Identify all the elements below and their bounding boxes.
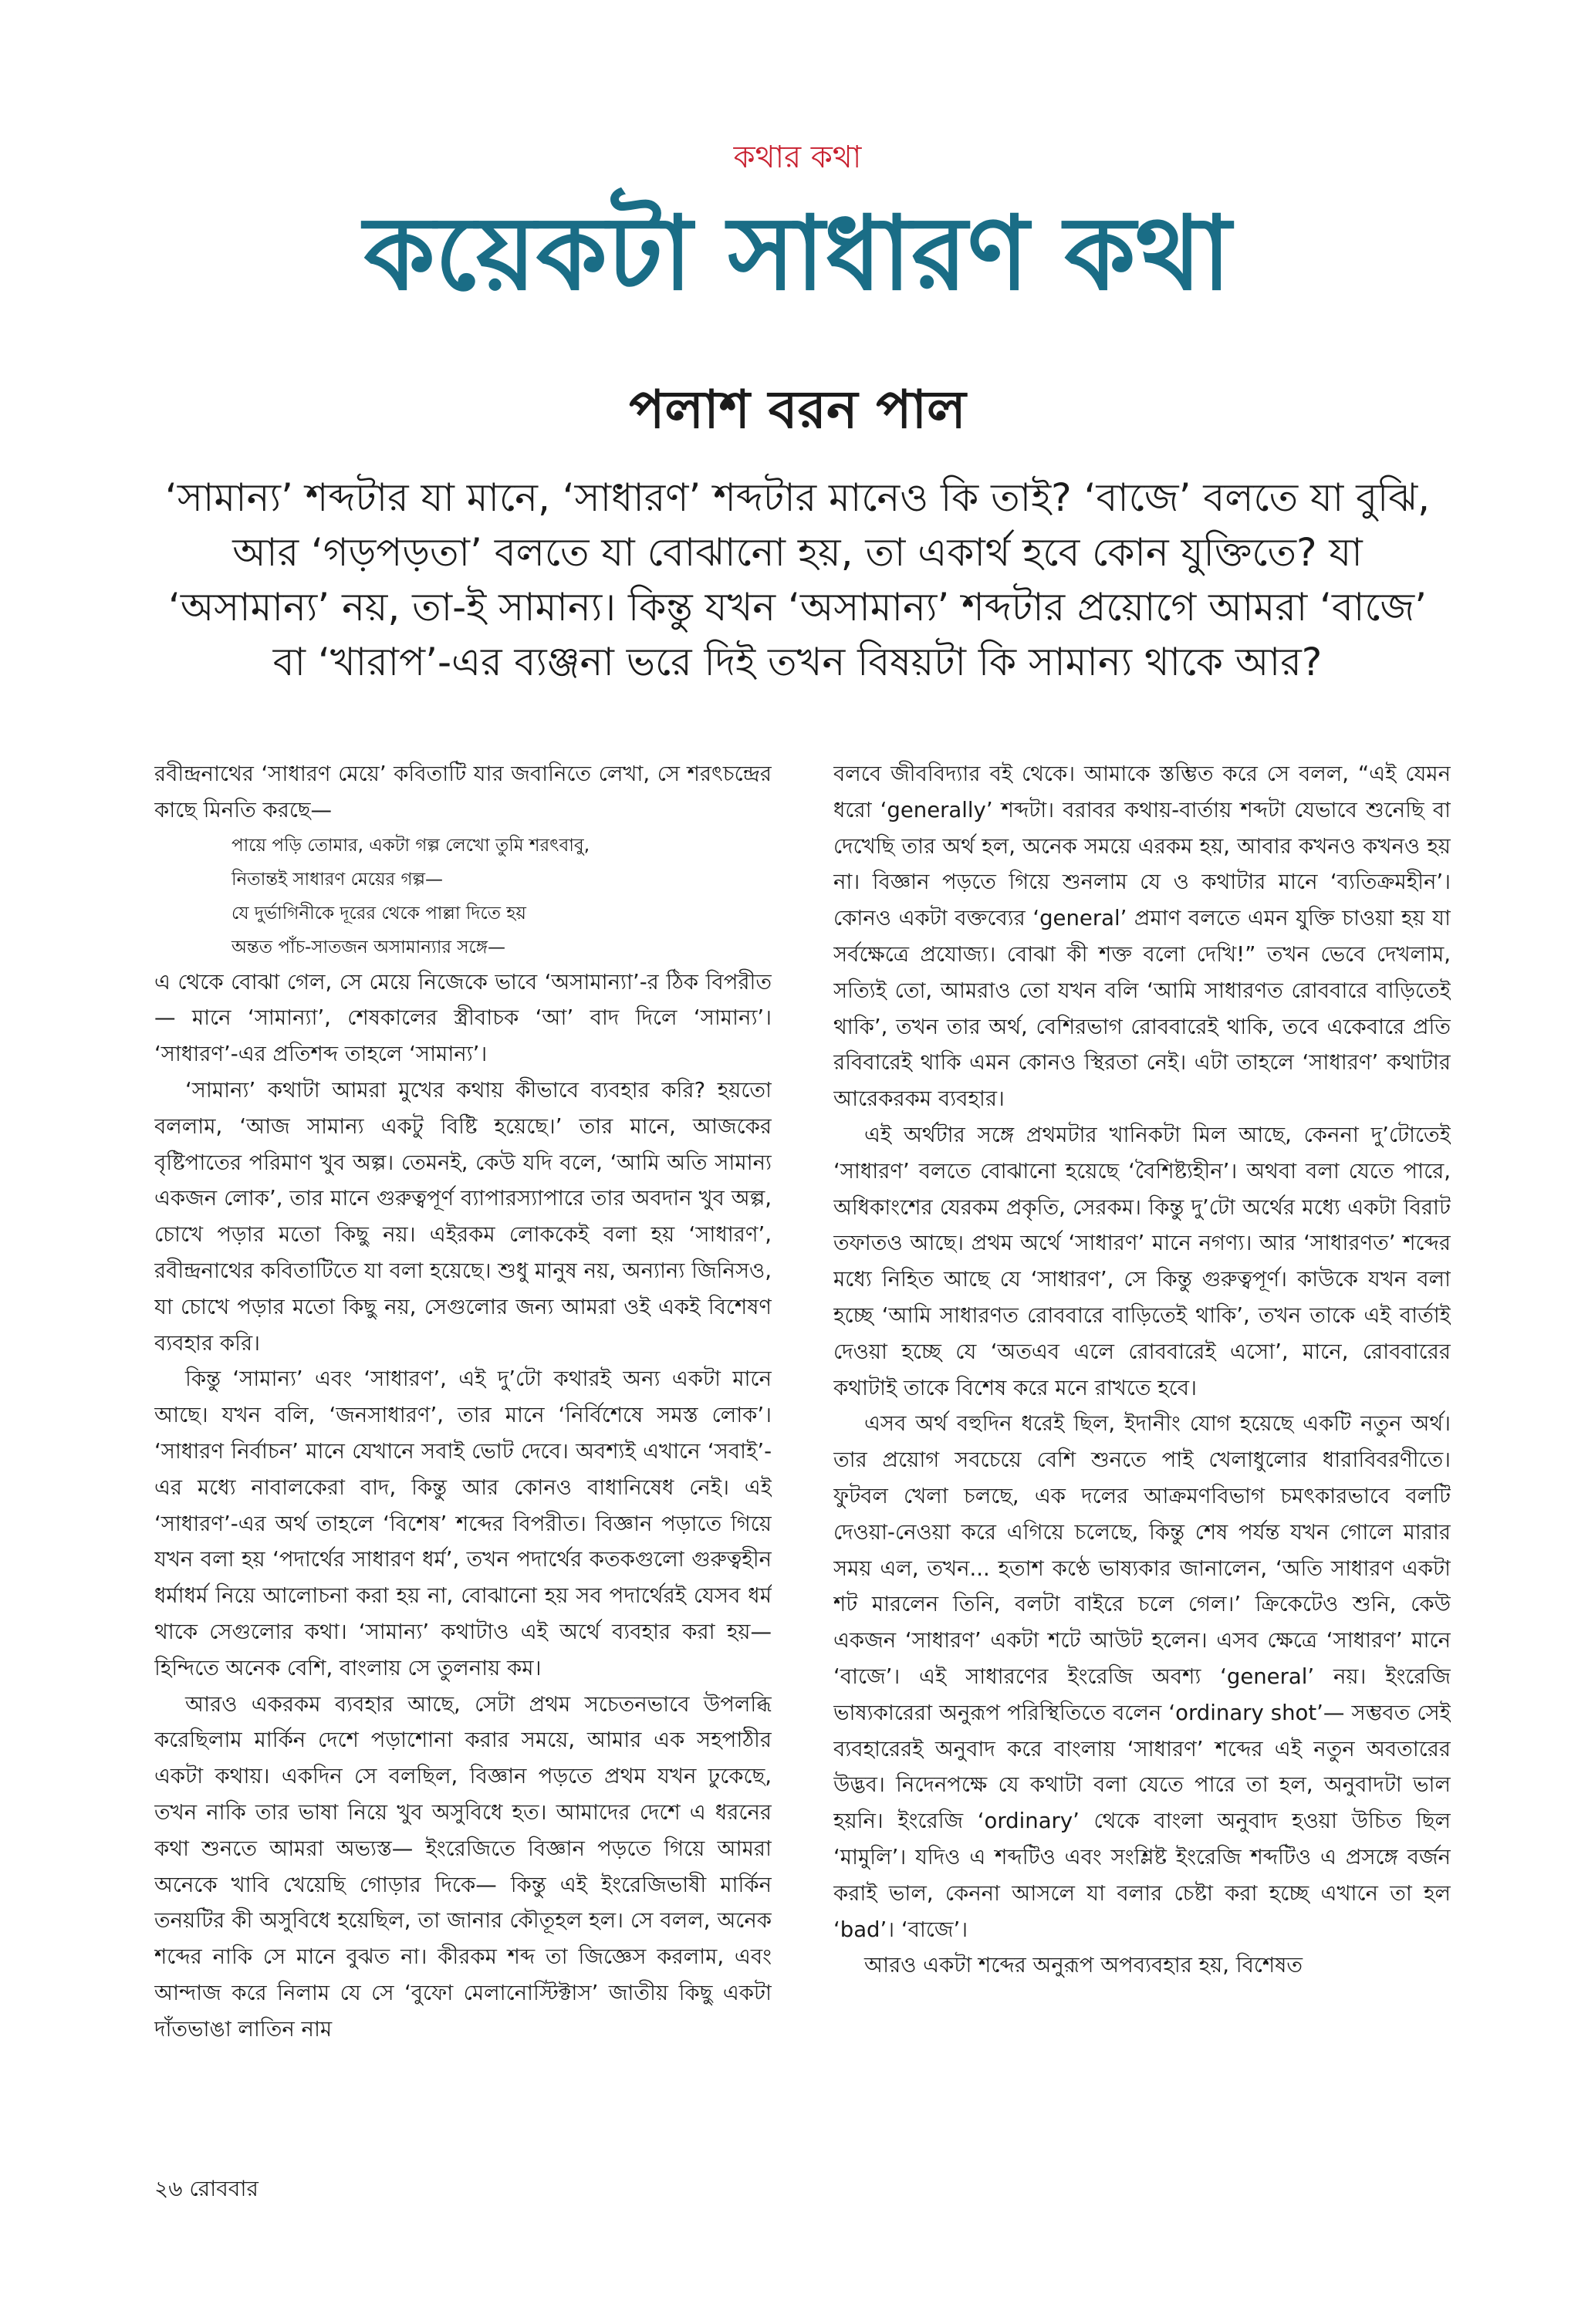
- page-footer: [154, 2172, 259, 2208]
- paragraph: কিন্তু ‘সামান্য’ এবং ‘সাধারণ’, এই দু’টো কথারই অন্য একটা মানে আছে। যখন বলি, ‘জনসাধারণ’, তার মানে ‘নির্বিশেষে সমস্ত লোক’। ‘সাধারণ নির্বাচন’ মানে যেখানে সবাই ভোট দেবে। অবশ্যই এখানে ‘সবাই’-এর মধ্যে নাবালকেরা বাদ, কিন্তু আর কোনও বাধানিষেধ নেই। এই ‘সাধারণ’-এর অর্থ তাহলে ‘বিশেষ’ শব্দের বিপরীত। বিজ্ঞান পড়াতে গিয়ে যখন বলা হয় ‘পদার্থের সাধারণ ধর্ম’, তখন পদার্থের কতকগুলো গুরুত্বহীন ধর্মাধর্ম নিয়ে আলোচনা করা হয় না, বোঝানো হয় সব পদার্থেরই যেসব ধর্ম থাকে সেগুলোর কথা। ‘সামান্য’ কথাটাও এই অর্থে ব্যবহার করা হয়— হিন্দিতে অনেক বেশি, বাংলায় সে তুলনায় কম।: [154, 1366, 772, 1681]
- article-standfirst: ‘সামান্য’ শব্দটার যা মানে, ‘সাধারণ’ শব্দটার মানেও কি তাই? ‘বাজে’ বলতে যা বুঝি, আর ‘গড়পড়তা’ বলতে যা বোঝানো হয়, তা একার্থ হবে কোন যুক্তিতে? যা ‘অসামান্য’ নয়, তা-ই সামান্য। কিন্তু যখন ‘অসামান্য’ শব্দটার প্রয়োগে আমরা ‘বাজে’ বা ‘খারাপ’-এর ব্যঞ্জনা ভরে দিই তখন বিষয়টা কি সামান্য থাকে আর?: [164, 475, 1431, 684]
- poem-line: পায়ে পড়ি তোমার, একটা গল্প লেখো তুমি শরৎবাবু,: [231, 835, 590, 856]
- paragraph: আরও একটা শব্দের অনুরূপ অপব্যবহার হয়, বিশেষত: [864, 1953, 1303, 1978]
- paragraph: এই অর্থটার সঙ্গে প্রথমটার খানিকটা মিল আছে, কেননা দু’টোতেই ‘সাধারণ’ বলতে বোঝানো হয়েছে ‘বৈশিষ্ট্যহীন’। অথবা বলা যেতে পারে, অধিকাংশের যেরকম প্রকৃতি, সেরকম। কিন্তু দু’টো অর্থের মধ্যে একটা বিরাট তফাতও আছে। প্রথম অর্থে ‘সাধারণ’ মানে নগণ্য। আর ‘সাধারণত’ শব্দের মধ্যে নিহিত আছে যে ‘সাধারণ’, সে কিন্তু গুরুত্বপূর্ণ। কাউকে যখন বলা হচ্ছে ‘আমি সাধারণত রোববারে বাড়িতেই থাকি’, তখন তাকে এই বার্তাই দেওয়া হচ্ছে যে ‘অতএব এলে রোববারেই এসো’, মানে, রোববারের কথাটাই তাকে বিশেষ করে মনে রাখতে হবে।: [833, 1122, 1451, 1400]
- paragraph: রবীন্দ্রনাথের ‘সাধারণ মেয়ে’ কবিতাটি যার জবানিতে লেখা, সে শরৎচন্দ্রের কাছে মিনতি করছে—: [154, 762, 772, 823]
- poem-quote: [154, 829, 772, 964]
- page-number: ২৬: [154, 2176, 183, 2201]
- paragraph: ‘সামান্য’ কথাটা আমরা মুখের কথায় কীভাবে ব্যবহার করি? হয়তো বললাম, ‘আজ সামান্য একটু বিষ্টি হয়েছে।’ তার মানে, আজকের বৃষ্টিপাতের পরিমাণ খুব অল্প। তেমনই, কেউ যদি বলে, ‘আমি অতি সামান্য একজন লোক’, তার মানে গুরুত্বপূর্ণ ব্যাপারস্যাপারে তার অবদান খুব অল্প, চোখে পড়ার মতো কিছু নয়। এইরকম লোককেই বলা হয় ‘সাধারণ’, রবীন্দ্রনাথের কবিতাটিতে যা বলা হয়েছে। শুধু মানুষ নয়, অন্যান্য জিনিসও, যা চোখে পড়ার মতো কিছু নয়, সেগুলোর জন্য আমরা ওই একই বিশেষণ ব্যবহার করি।: [154, 1077, 772, 1356]
- column-left: [154, 756, 772, 2145]
- poem-line: নিতান্তই সাধারণ মেয়ের গল্প—: [231, 869, 444, 890]
- paragraph: বলবে জীববিদ্যার বই থেকে। আমাকে স্তম্ভিত করে সে বলল, “এই যেমন ধরো ‘generally’ শব্দটা। বরাবর কথায়-বার্তায় শব্দটা যেভাবে শুনেছি বা দেখেছি তার অর্থ হল, অনেক সময়ে এরকম হয়, আবার কখনও কখনও হয় না। বিজ্ঞান পড়তে গিয়ে শুনলাম যে ও কথাটার মানে ‘ব্যতিক্রমহীন’। কোনও একটা বক্তব্যের ‘general’ প্রমাণ বলতে এমন যুক্তি চাওয়া হয় যা সর্বক্ষেত্রে প্রযোজ্য। বোঝা কী শক্ত বলো দেখি!” তখন ভেবে দেখলাম, সত্যিই তো, আমরাও তো যখন বলি ‘আমি সাধারণত রোববারে বাড়িতেই থাকি’, তখন তার অর্থ, বেশিরভাগ রোববারেই থাকি, তবে একেবারে প্রতি রবিবারেই থাকি এমন কোনও স্থিরতা নেই। এটা তাহলে ‘সাধারণ’ কথাটার আরেকরকম ব্যবহার।: [833, 762, 1451, 1112]
- paragraph: এ থেকে বোঝা গেল, সে মেয়ে নিজেকে ভাবে ‘অসামান্যা’-র ঠিক বিপরীত— মানে ‘সামান্যা’, শেষকালের স্ত্রীবাচক ‘আ’ বাদ দিলে ‘সামান্য’। ‘সাধারণ’-এর প্রতিশব্দ তাহলে ‘সামান্য’।: [154, 969, 772, 1067]
- article-title: কয়েকটা সাধারণ কথা: [363, 194, 1232, 313]
- article-body: [154, 756, 1451, 2145]
- article-author: পলাশ বরন পাল: [629, 380, 966, 441]
- column-right: [833, 756, 1451, 2145]
- section-kicker: কথার কথা: [733, 140, 862, 175]
- poem-line: যে দুর্ভাগিনীকে দূরের থেকে পাল্লা দিতে হয়: [231, 903, 526, 924]
- poem-line: অন্তত পাঁচ-সাতজন অসামান্যার সঙ্গে—: [231, 937, 506, 958]
- paragraph: আরও একরকম ব্যবহার আছে, সেটা প্রথম সচেতনভাবে উপলব্ধি করেছিলাম মার্কিন দেশে পড়াশোনা করার সময়ে, আমার এক সহপাঠীর একটা কথায়। একদিন সে বলছিল, বিজ্ঞান পড়তে প্রথম যখন ঢুকেছে, তখন নাকি তার ভাষা নিয়ে খুব অসুবিধে হত। আমাদের দেশে এ ধরনের কথা শুনতে আমরা অভ্যস্ত— ইংরেজিতে বিজ্ঞান পড়তে গিয়ে আমরা অনেকে খাবি খেয়েছি গোড়ার দিকে— কিন্তু এই ইংরেজিভাষী মার্কিন তনয়টির কী অসুবিধে হয়েছিল, তা জানার কৌতূহল হল। সে বলল, অনেক শব্দের নাকি সে মানে বুঝত না। কীরকম শব্দ তা জিজ্ঞেস করলাম, এবং আন্দাজ করে নিলাম যে সে ‘বুফো মেলানোস্টিক্টাস’ জাতীয় কিছু একটা দাঁতভাঙা লাতিন নাম: [154, 1691, 772, 2042]
- publication-name: রোববার: [189, 2176, 259, 2201]
- paragraph: এসব অর্থ বহুদিন ধরেই ছিল, ইদানীং যোগ হয়েছে একটি নতুন অর্থ। তার প্রয়োগ সবচেয়ে বেশি শুনতে পাই খেলাধুলোর ধারাবিবরণীতে। ফুটবল খেলা চলছে, এক দলের আক্রমণবিভাগ চমৎকারভাবে বলটি দেওয়া-নেওয়া করে এগিয়ে চলেছে, কিন্তু শেষ পর্যন্ত যখন গোলে মারার সময় এল, তখন... হতাশ কণ্ঠে ভাষ্যকার জানালেন, ‘অতি সাধারণ একটা শট মারলেন তিনি, বলটা বাইরে চলে গেল।’ ক্রিকেটেও শুনি, কেউ একজন ‘সাধারণ’ একটা শটে আউট হলেন। এসব ক্ষেত্রে ‘সাধারণ’ মানে ‘বাজে’। এই সাধারণের ইংরেজি অবশ্য ‘general’ নয়। ইংরেজি ভাষ্যকারেরা অনুরূপ পরিস্থিতিতে বলেন ‘ordinary shot’— সম্ভবত সেই ব্যবহারেরই অনুবাদ করে বাংলায় ‘সাধারণ’ শব্দের এই নতুন অবতারের উদ্ভব। নিদেনপক্ষে যে কথাটা বলা যেতে পারে তা হল, অনুবাদটা ভাল হয়নি। ইংরেজি ‘ordinary’ থেকে বাংলা অনুবাদ হওয়া উচিত ছিল ‘মামুলি’। যদিও এ শব্দটিও এবং সংশ্লিষ্ট ইংরেজি শব্দটিও এ প্রসঙ্গে বর্জন করাই ভাল, কেননা আসলে যা বলার চেষ্টা করা হচ্ছে এখানে তা হল ‘bad’। ‘বাজে’।: [833, 1411, 1451, 1942]
